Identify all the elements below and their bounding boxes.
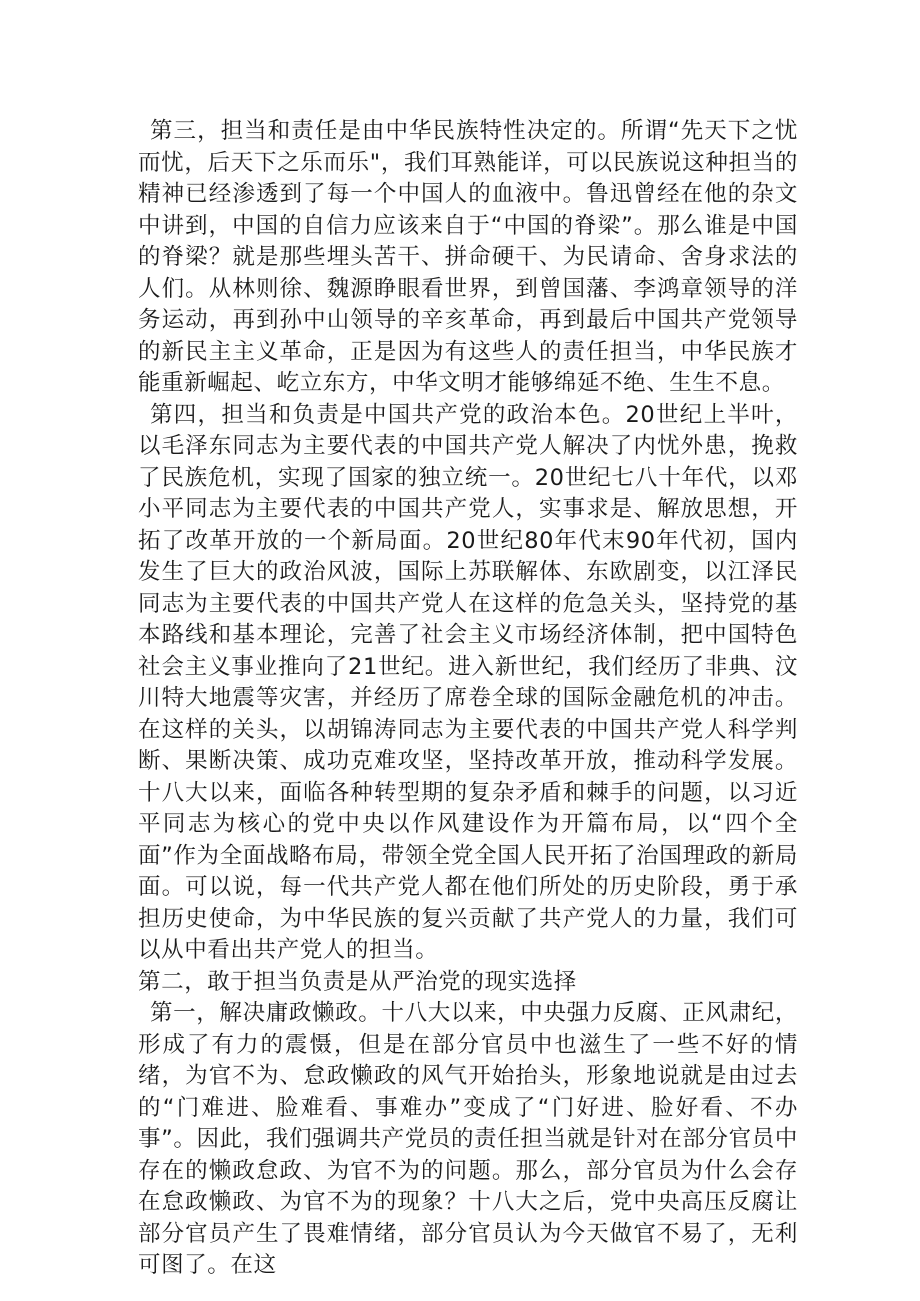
document-body <box>138 116 798 1282</box>
paragraph-third-point: 第三，担当和责任是由中华民族特性决定的。所谓“先天下之忧而忧，后天下之乐而乐"，我们耳熟能详，可以民族说这种担当的精神已经渗透到了每一个中国人的血液中。鲁迅曾经在他的杂文中讲到，中国的自信力应该来自于“中国的脊梁”。那么谁是中国的脊梁？就是那些埋头苦干、拼命硬干、为民请命、舍身求法的人们。从林则徐、魏源睁眼看世界，到曾国藩、李鸿章领导的洋务运动，再到孙中山领导的辛亥革命，再到最后中国共产党领导的新民主主义革命，正是因为有这些人的责任担当，中华民族才能重新崛起、屹立东方，中华文明才能够绵延不绝、生生不息。 <box>138 118 798 396</box>
paragraph-first-point: 第一，解决庸政懒政。十八大以来，中央强力反腐、正风肃纪，形成了有力的震慑，但是在部分官员中也滋生了一些不好的情绪，为官不为、怠政懒政的风气开始抬头，形象地说就是由过去的“门难进、脸难看、事难办”变成了“门好进、脸好看、不办事”。因此，我们强调共产党员的责任担当就是针对在部分官员中存在的懒政怠政、为官不为的问题。那么，部分官员为什么会存在怠政懒政、为官不为的现象？十八大之后，党中央高压反腐让部分官员产生了畏难情绪，部分官员认为今天做官不易了，无利可图了。在这 <box>138 1000 798 1278</box>
paragraph-fourth-point: 第四，担当和负责是中国共产党的政治本色。20世纪上半叶，以毛泽东同志为主要代表的中国共产党人解决了内忧外患，挽救了民族危机，实现了国家的独立统一。20世纪七八十年代，以邓小平同志为主要代表的中国共产党人，实事求是、解放思想，开拓了改革开放的一个新局面。20世纪80年代末90年代初，国内发生了巨大的政治风波，国际上苏联解体、东欧剧变，以江泽民同志为主要代表的中国共产党人在这样的危急关头，坚持党的基本路线和基本理论，完善了社会主义市场经济体制，把中国特色社会主义事业推向了21世纪。进入新世纪，我们经历了非典、汶川特大地震等灾害，并经历了席卷全球的国际金融危机的冲击。在这样的关头，以胡锦涛同志为主要代表的中国共产党人科学判断、果断决策、成功克难攻坚，坚持改革开放，推动科学发展。十八大以来，面临各种转型期的复杂矛盾和棘手的问题，以习近平同志为核心的党中央以作风建设作为开篇布局，以“四个全面”作为全面战略布局，带领全党全国人民开拓了治国理政的新局面。可以说，每一代共产党人都在他们所处的历史阶段，勇于承担历史使命，为中华民族的复兴贡献了共产党人的力量，我们可以从中看出共产党人的担当。 <box>138 401 798 963</box>
section-heading: 第二，敢于担当负责是从严治党的现实选择 <box>138 968 577 995</box>
